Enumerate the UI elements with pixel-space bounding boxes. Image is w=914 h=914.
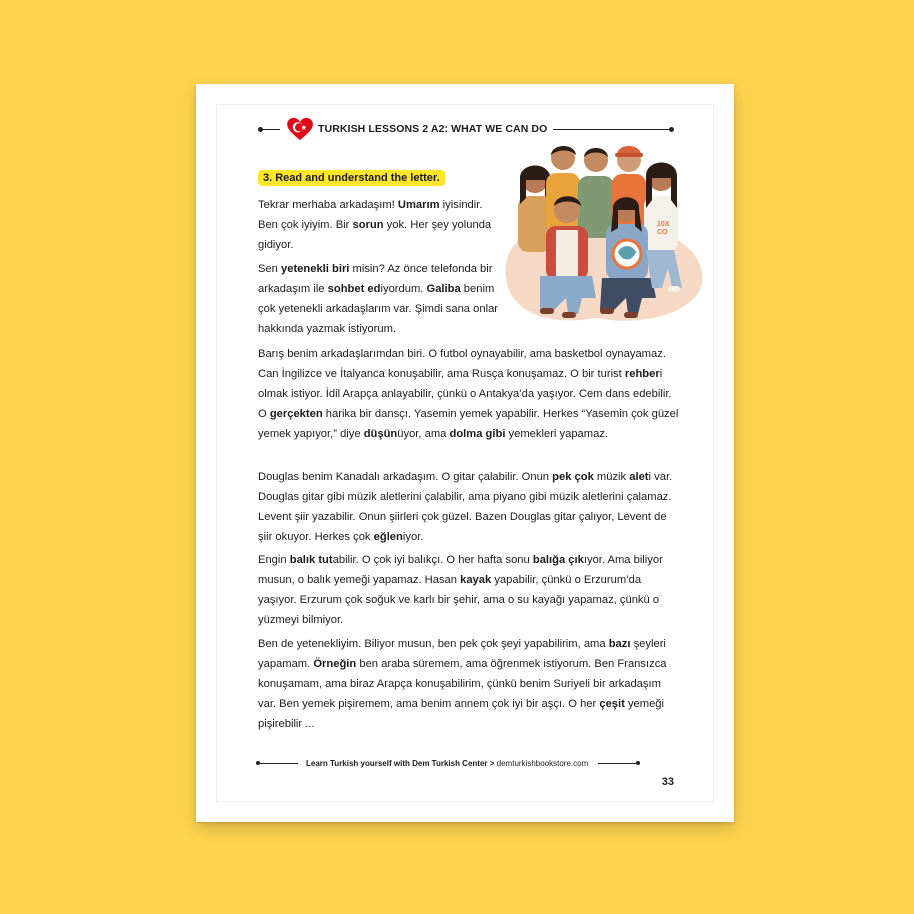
paragraph-text: Engin [258, 554, 290, 566]
header-line-right [553, 129, 672, 130]
paragraph-text: i olmak istiyor. İdil Arapça anlayabilir, çünkü o Antakya’da yaşıyor. Cem dans edebilir. O [258, 368, 672, 420]
paragraph-text: benim çok yetenekli arkadaşlarım var. Şimdi sana onlar hakkında yazmak istiyorum. [258, 283, 499, 335]
header-title: TURKISH LESSONS 2 A2: WHAT WE CAN DO [318, 123, 548, 135]
page-footer [258, 756, 678, 770]
paragraph-text: Tekrar merhaba arkadaşım! [258, 199, 398, 211]
paragraph-text: Douglas benim Kanadalı arkadaşım. O gitar çalabilir. Onun [258, 471, 553, 483]
book-page [196, 84, 734, 822]
vocab-highlight: Galiba [426, 283, 461, 295]
vocab-highlight: eğlen [373, 531, 403, 543]
vocab-highlight: alet [629, 471, 649, 483]
paragraph-text: ıyor. Ama biliyor musun, o balık yemeği yapamaz. Hasan [258, 554, 663, 586]
paragraph-text: Sen [258, 263, 282, 275]
paragraph-text: iyor. [402, 531, 424, 543]
turkish-flag-heart-icon [286, 117, 314, 141]
vocab-highlight: bazı [608, 638, 631, 650]
header-line-left [260, 129, 280, 130]
vocab-highlight: sorun [352, 219, 384, 231]
footer-line-left [258, 763, 298, 764]
vocab-highlight: gerçekten [269, 408, 323, 420]
paragraph-text: yapabilir, çünkü o Erzurum’da yaşıyor. Erzurum çok soğuk ve karlı bir şehir, ama o su kayağı yapamaz, çünkü o yüzmeyi bilmiyor. [258, 574, 660, 626]
paragraph-text: harika bir dansçı. Yasemin yemek yapabilir. Herkes “Yasemin çok güzel yemek yapıyor,” diye [258, 408, 679, 440]
vocab-highlight: pek çok [552, 471, 594, 483]
vocab-highlight: kayak [460, 574, 492, 586]
paragraph-text: müzik [593, 471, 630, 483]
paragraph-text: yok. Her şey yolunda gidiyor. [258, 219, 492, 251]
vocab-highlight: dolma gibi [449, 428, 506, 440]
paragraph-text: yemeği pişirebilir ... [258, 698, 665, 730]
paragraph-text: ben araba süremem, ama öğrenmek istiyorum. Ben Fransızca konuşamam, ama biraz Arapça konuşabilirim, çünkü benim Suriyeli bir arkadaşım var. Ben yemek pişiremem, ama benim annem çok iyi bir aşçı. O her [258, 658, 667, 710]
footer-website: demturkishbookstore.com [496, 758, 589, 768]
vocab-highlight: çeşit [599, 698, 625, 710]
paragraph-3 [258, 344, 682, 444]
page-header [260, 118, 672, 140]
person-back-far-right [644, 163, 678, 253]
vocab-highlight: rehber [624, 368, 660, 380]
vocab-highlight: balığa çık [532, 554, 584, 566]
footer-tagline: Learn Turkish yourself with Dem Turkish Center [306, 758, 488, 768]
paragraph-4 [258, 467, 682, 547]
paragraph-text: iyordum. [380, 283, 427, 295]
paragraph-2 [258, 259, 503, 339]
paragraph-text: üyor, ama [397, 428, 450, 440]
vocab-highlight: balık tut [289, 554, 333, 566]
paragraph-text: yemekleri yapamaz. [505, 428, 609, 440]
person-back-center [578, 148, 614, 238]
page-number: 33 [661, 776, 674, 788]
shirt-text-line-1: 10X [657, 221, 670, 228]
vocab-highlight: Umarım [397, 199, 440, 211]
paragraph-1 [258, 195, 498, 255]
paragraph-text: iyisindir. Ben çok iyiyim. Bir [258, 199, 483, 231]
footer-line-right [598, 763, 638, 764]
vocab-highlight: düşün [363, 428, 398, 440]
footer-separator: > [487, 758, 497, 768]
paragraph-text: i var. Douglas gitar gibi müzik aletlerini çalabilir, ama piyano gibi müzik aletlerini çalamaz. Levent şiir yazabilir. Onun şiirleri çok güzel. Bazen Douglas gitar çalıyor, Levent de şiir okuyor. Herkes çok [258, 471, 673, 543]
paragraph-text: Barış benim arkadaşlarımdan biri. O futbol oynayabilir, ama basketbol oynayamaz. Can İngilizce ve İtalyanca konuşabilir, ama Rusça konuşamaz. O bir turist [258, 348, 666, 380]
vocab-highlight: sohbet ed [327, 283, 381, 295]
paragraph-6 [258, 634, 682, 734]
paragraph-text: misin? Az önce telefonda bir arkadaşım ile [258, 263, 493, 295]
section-title: 3. Read and understand the letter. [258, 170, 445, 186]
paragraph-text: şeyleri yapamam. [258, 638, 666, 670]
vocab-highlight: Örneğin [313, 658, 357, 670]
paragraph-text: Ben de yetenekliyim. Biliyor musun, ben pek çok şeyi yapabilirim, ama [258, 638, 609, 650]
paragraph-text: abilir. O çok iyi balıkçı. O her hafta sonu [332, 554, 533, 566]
shirt-text-line-2: CO [657, 229, 668, 236]
paragraph-5 [258, 550, 682, 630]
group-of-friends-illustration [496, 138, 710, 328]
vocab-highlight: yetenekli biri [281, 263, 350, 275]
